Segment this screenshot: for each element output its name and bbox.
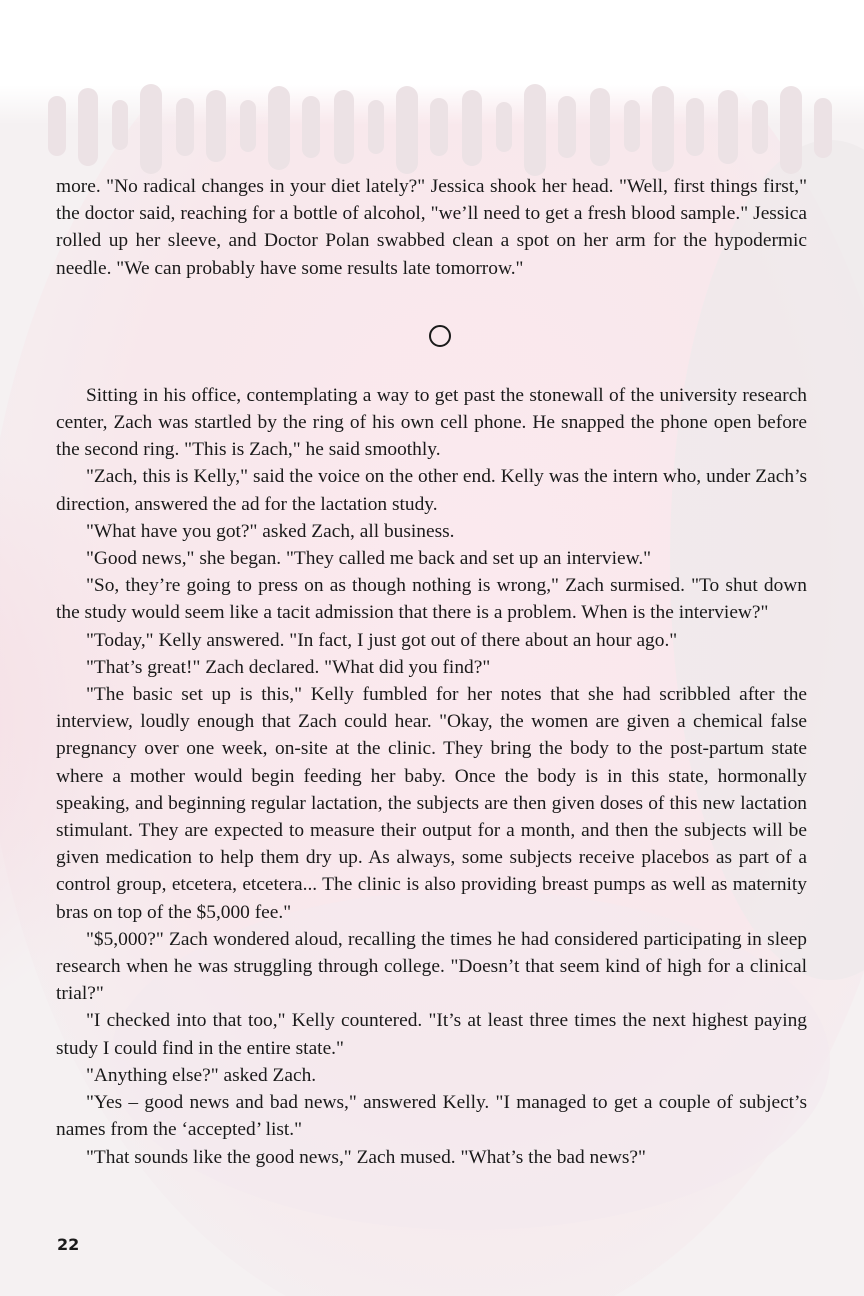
opening-paragraph: more. "No radical changes in your diet lately?" Jessica shook her head. "Well, first things first," the doctor said, reaching for a bottle of alcohol, "we’ll need to get a fresh blood sample." Jessica rolled up her sleeve, and Doctor Polan swabbed clean a spot on her arm for the hypodermic needle. "We can probably have some results late tomorrow.": [56, 176, 807, 279]
paragraph: "Today," Kelly answered. "In fact, I just got out of there about an hour ago.": [86, 629, 678, 651]
page-number: 22: [57, 1235, 80, 1254]
paragraph: "So, they’re going to press on as though nothing is wrong," Zach surmised. "To shut down the study would seem like a tacit admission that there is a problem. When is the interview?": [56, 575, 807, 624]
paragraph: Sitting in his office, contemplating a way to get past the stonewall of the university research center, Zach was startled by the ring of his own cell phone. He snapped the phone open before the second ring. "This is Zach," he said smoothly.: [56, 384, 807, 461]
paragraph: "The basic set up is this," Kelly fumbled for her notes that she had scribbled after the interview, loudly enough that Zach could hear. "Okay, the women are given a chemical false pregnancy over one week, on-site at the clinic. They bring the body to the post-partum state where a mother would begin feeding her baby. Once the body is in this state, hormonally speaking, and beginning regular lactation, the subjects are then given doses of this new lactation stimulant. They are expected to measure their output for a month, and then the subjects will be given medication to help them dry up. As always, some subjects receive placebos as part of a control group, etcetera, etcetera... The clinic is also providing breast pumps as well as maternity bras on top of the $5,000 fee.": [56, 684, 807, 923]
circle-separator-icon: [429, 325, 451, 347]
paragraph: "Anything else?" asked Zach.: [86, 1064, 317, 1086]
paragraph: "Yes – good news and bad news," answered Kelly. "I managed to get a couple of subject’s names from the ‘accepted’ list.": [56, 1092, 807, 1141]
paragraph: "$5,000?" Zach wondered aloud, recalling the times he had considered participating in sleep research when he was struggling through college. "Doesn’t that seem kind of high for a clinical trial?": [56, 928, 807, 1005]
paragraph: "What have you got?" asked Zach, all business.: [86, 520, 455, 542]
paragraph: "Zach, this is Kelly," said the voice on the other end. Kelly was the intern who, under Zach’s direction, answered the ad for the lactation study.: [56, 466, 807, 515]
paragraph: "Good news," she began. "They called me back and set up an interview.": [86, 548, 652, 570]
paragraph: "That’s great!" Zach declared. "What did you find?": [86, 656, 491, 678]
paragraph: "I checked into that too," Kelly countered. "It’s at least three times the next highest paying study I could find in the entire state.": [56, 1010, 807, 1059]
paragraph: "That sounds like the good news," Zach mused. "What’s the bad news?": [86, 1146, 646, 1168]
page-body: [56, 173, 807, 1171]
scene-break: [56, 282, 807, 382]
